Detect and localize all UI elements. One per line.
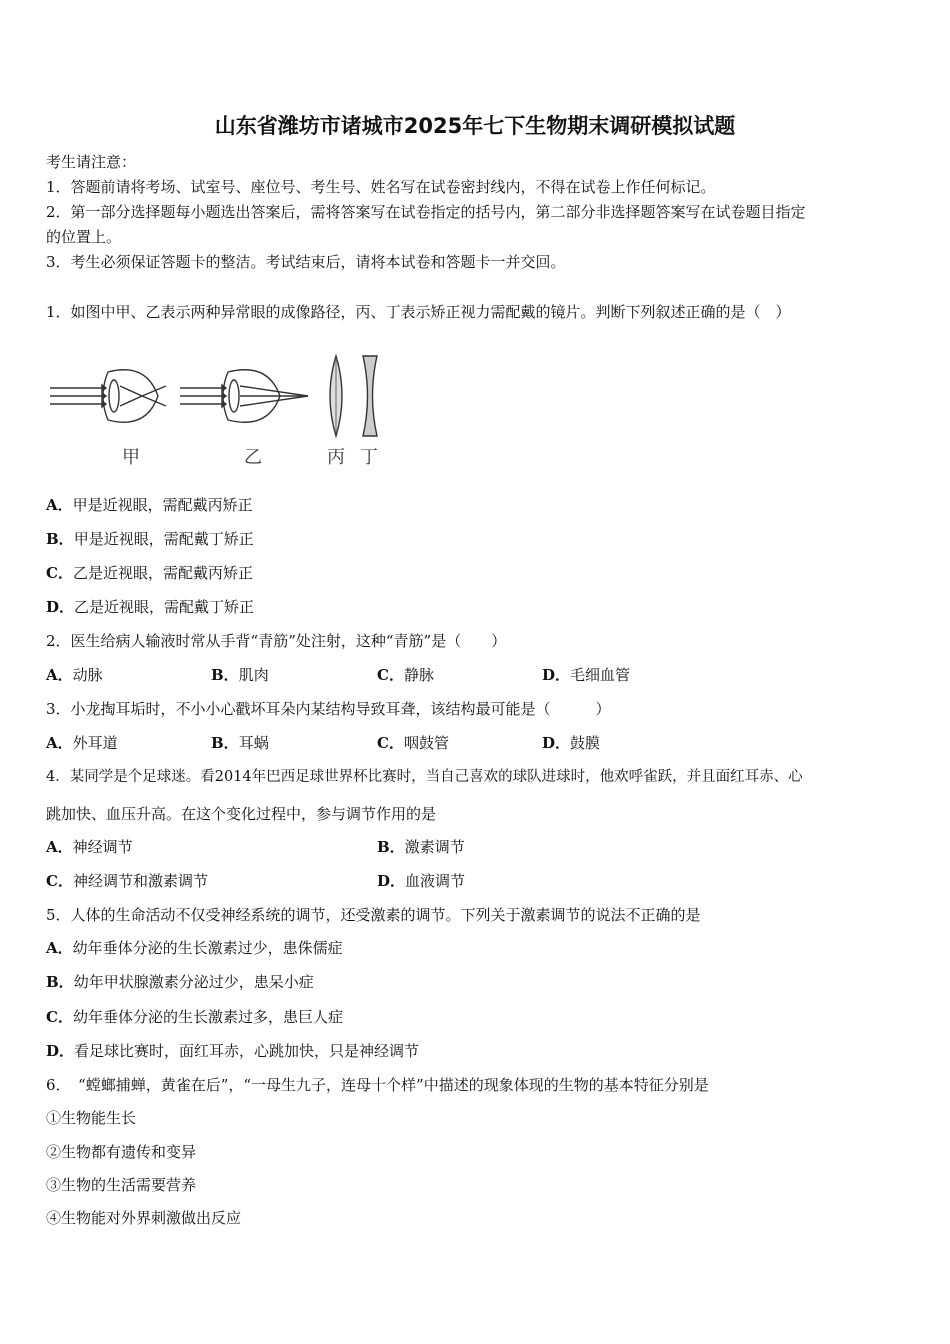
option-item: B．耳蜗 bbox=[211, 734, 269, 752]
option-item: C．静脉 bbox=[377, 666, 434, 684]
notice-line: 3．考生必须保证答题卡的整洁。考试结束后，请将本试卷和答题卡一并交回。 bbox=[46, 253, 566, 271]
option-item: A．甲是近视眼，需配戴丙矫正 bbox=[46, 496, 253, 514]
notice-line: 的位置上。 bbox=[46, 228, 122, 246]
notice-heading: 考生请注意： bbox=[46, 153, 137, 171]
eye-diagram-yi bbox=[180, 370, 308, 423]
figure-label-jia: 甲 bbox=[122, 447, 140, 468]
question-5-stem: 5．人体的生命活动不仅受神经系统的调节，还受激素的调节。下列关于激素调节的说法不正确的是 bbox=[46, 906, 701, 924]
concave-lens-ding bbox=[363, 356, 377, 436]
option-item: C．咽鼓管 bbox=[377, 734, 449, 752]
option-item: D．乙是近视眼，需配戴丁矫正 bbox=[46, 598, 255, 616]
figure-label-ding: 丁 bbox=[360, 447, 378, 468]
question-1-stem: 1．如图中甲、乙表示两种异常眼的成像路径，丙、丁表示矫正视力需配戴的镜片。判断下列叙述正确的是（ ） bbox=[46, 303, 791, 321]
question-6-stem: 6． “螳螂捕蝉，黄雀在后”，“一母生九子，连母十个样”中描述的现象体现的生物的基本特征分别是 bbox=[46, 1076, 709, 1094]
convex-lens-bing bbox=[330, 356, 342, 436]
option-item: A．动脉 bbox=[46, 666, 103, 684]
notice-line: 2．第一部分选择题每小题选出答案后，需将答案写在试卷指定的括号内，第二部分非选择题答案写在试卷题目指定 bbox=[46, 203, 806, 221]
option-item: D．血液调节 bbox=[377, 872, 466, 890]
option-item: C．幼年垂体分泌的生长激素过多，患巨人症 bbox=[46, 1008, 343, 1026]
question-4-stem: 4．某同学是个足球迷。看2014年巴西足球世界杯比赛时，当自己喜欢的球队进球时，他欢呼雀跃，并且面红耳赤、心 bbox=[46, 769, 803, 785]
option-item: A．外耳道 bbox=[46, 734, 118, 752]
list-item: ②生物都有遗传和变异 bbox=[46, 1143, 197, 1161]
figure-label-yi: 乙 bbox=[244, 447, 262, 468]
option-item: B．甲是近视眼，需配戴丁矫正 bbox=[46, 530, 254, 548]
option-item: B．激素调节 bbox=[377, 838, 465, 856]
eye-diagram-jia bbox=[50, 370, 166, 423]
figure-label-bing: 丙 bbox=[327, 447, 345, 468]
list-item: ③生物的生活需要营养 bbox=[46, 1176, 197, 1194]
option-item: C．神经调节和激素调节 bbox=[46, 872, 208, 890]
option-item: D．看足球比赛时，面红耳赤，心跳加快，只是神经调节 bbox=[46, 1042, 420, 1060]
eye-lens-figure bbox=[46, 350, 386, 470]
option-item: B．肌肉 bbox=[211, 666, 269, 684]
option-item: D．毛细血管 bbox=[542, 666, 631, 684]
question-3-stem: 3．小龙掏耳垢时，不小小心戳坏耳朵内某结构导致耳聋，该结构最可能是（ ） bbox=[46, 700, 611, 718]
option-item: C．乙是近视眼，需配戴丙矫正 bbox=[46, 564, 253, 582]
list-item: ①生物能生长 bbox=[46, 1109, 137, 1127]
option-item: D．鼓膜 bbox=[542, 734, 601, 752]
option-item: A．神经调节 bbox=[46, 838, 133, 856]
option-item: B．幼年甲状腺激素分泌过少，患呆小症 bbox=[46, 973, 314, 991]
question-4-stem-cont: 跳加快、血压升高。在这个变化过程中，参与调节作用的是 bbox=[46, 805, 437, 823]
question-2-stem: 2．医生给病人输液时常从手背“青筋”处注射，这种“青筋”是（ ） bbox=[46, 632, 507, 650]
page-title: 山东省潍坊市诸城市2025年七下生物期末调研模拟试题 bbox=[214, 114, 736, 138]
notice-line: 1．答题前请将考场、试室号、座位号、考生号、姓名写在试卷密封线内，不得在试卷上作任何标记。 bbox=[46, 178, 716, 196]
list-item: ④生物能对外界刺激做出反应 bbox=[46, 1209, 242, 1227]
option-item: A．幼年垂体分泌的生长激素过少，患侏儒症 bbox=[46, 939, 343, 957]
